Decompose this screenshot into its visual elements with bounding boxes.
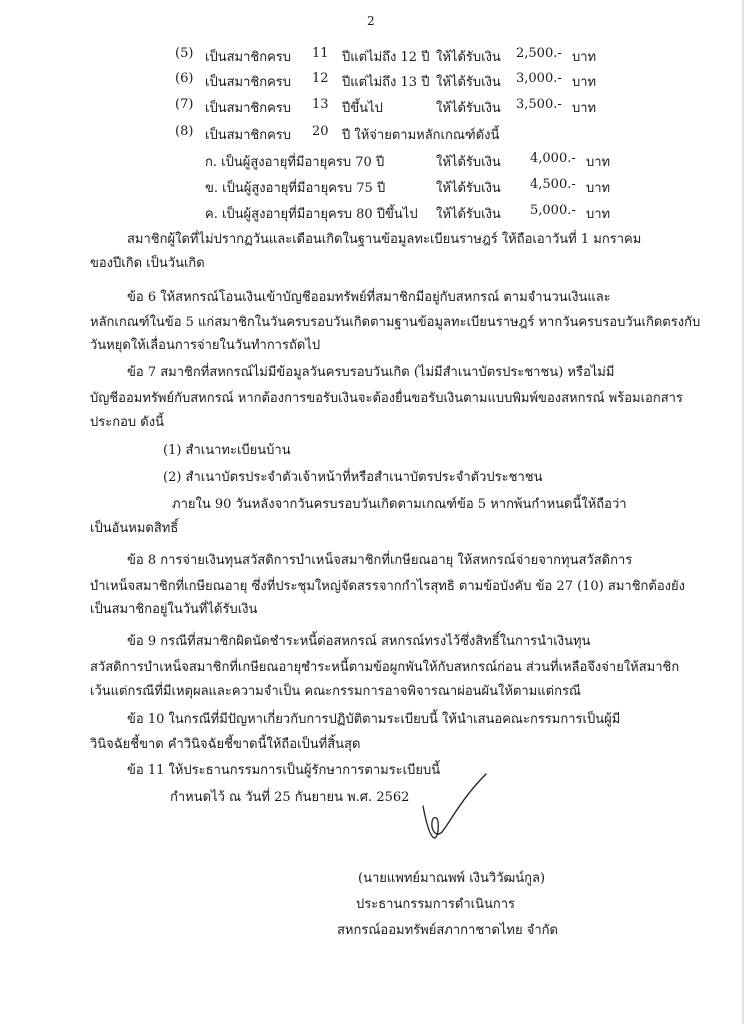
item-condition: ปีขึ้นไป: [342, 101, 383, 116]
item-unit: บาท: [572, 101, 597, 116]
subitem-amount: 4,500.-: [530, 177, 576, 192]
item-years: 11: [312, 46, 329, 61]
clause-8-line: ข้อ 8 การจ่ายเงินทุนสวัสดิการบำเหน็จสมาชิกที่เกษียณอายุ ให้สหกรณ์จ่ายจากทุนสวัสดิการ: [127, 553, 633, 568]
item-condition: ปี ให้จ่ายตามหลักเกณฑ์ดังนี้: [342, 128, 500, 143]
subitem-amount: 4,000.-: [530, 151, 576, 166]
subitem-unit: บาท: [586, 207, 611, 222]
item-amount: 3,000.-: [516, 71, 562, 86]
item-amount: 2,500.-: [516, 46, 562, 61]
clause-8-line: เป็นสมาชิกอยู่ในวันที่ได้รับเงิน: [90, 602, 258, 617]
item-label: เป็นสมาชิกครบ: [205, 75, 292, 90]
item-years: 12: [312, 71, 329, 86]
date-line: กำหนดไว้ ณ วันที่ 25 กันยายน พ.ศ. 2562: [170, 790, 410, 805]
document-item: (2) สำเนาบัตรประจำตัวเจ้าหน้าที่หรือสำเนาบัตรประจำตัวประชาชน: [163, 470, 543, 485]
clause-8-line: บำเหน็จสมาชิกที่เกษียณอายุ ซึ่งที่ประชุมใหญ่จัดสรรจากกำไรสุทธิ ตามข้อบังคับ ข้อ 27 (10) สมาชิกต้องยัง: [90, 579, 685, 594]
subitem-unit: บาท: [586, 155, 611, 170]
clause-6-line: ข้อ 6 ให้สหกรณ์โอนเงินเข้าบัญชีออมทรัพย์ที่สมาชิกมีอยู่กับสหกรณ์ ตามจำนวนเงินและ: [127, 290, 611, 305]
deadline-line: เป็นอันหมดสิทธิ์: [90, 521, 179, 536]
item-number: (5): [175, 46, 194, 61]
item-payout-label: ให้ได้รับเงิน: [436, 101, 501, 116]
paragraph-line: ของปีเกิด เป็นวันเกิด: [90, 256, 205, 271]
item-unit: บาท: [572, 50, 597, 65]
item-number: (8): [175, 124, 194, 139]
item-payout-label: ให้ได้รับเงิน: [436, 75, 501, 90]
subitem-text: ก. เป็นผู้สูงอายุที่มีอายุครบ 70 ปี: [205, 155, 385, 170]
subitem-payout-label: ให้ได้รับเงิน: [436, 207, 501, 222]
clause-9-line: เว้นแต่กรณีที่มีเหตุผลและความจำเป็น คณะกรรมการอาจพิจารณาผ่อนผันให้ตามแต่กรณี: [90, 684, 581, 699]
item-number: (7): [175, 97, 194, 112]
item-amount: 3,500.-: [516, 97, 562, 112]
signer-position: ประธานกรรมการดำเนินการ: [356, 897, 516, 912]
item-number: (6): [175, 71, 194, 86]
item-years: 20: [312, 124, 329, 139]
item-payout-label: ให้ได้รับเงิน: [436, 50, 501, 65]
deadline-line: ภายใน 90 วันหลังจากวันครบรอบวันเกิดตามเกณฑ์ข้อ 5 หากพ้นกำหนดนี้ให้ถือว่า: [172, 497, 627, 512]
subitem-payout-label: ให้ได้รับเงิน: [436, 181, 501, 196]
signer-name: (นายแพทย์มาณพพ์ เงินวิวัฒน์กูล): [358, 871, 546, 886]
item-label: เป็นสมาชิกครบ: [205, 101, 292, 116]
clause-7-line: ประกอบ ดังนี้: [90, 415, 164, 430]
item-years: 13: [312, 97, 329, 112]
subitem-text: ค. เป็นผู้สูงอายุที่มีอายุครบ 80 ปีขึ้นไป: [205, 207, 418, 222]
clause-6-line: หลักเกณฑ์ในข้อ 5 แก่สมาชิกในวันครบรอบวันเกิดตามฐานข้อมูลทะเบียนราษฎร์ หากวันครบรอบวันเกิดตรงกับ: [90, 315, 701, 330]
clause-11-line: ข้อ 11 ให้ประธานกรรมการเป็นผู้รักษาการตามระเบียบนี้: [127, 763, 441, 778]
clause-9-line: ข้อ 9 กรณีที่สมาชิกผิดนัดชำระหนี้ต่อสหกรณ์ สหกรณ์ทรงไว้ซึ่งสิทธิ์ในการนำเงินทุน: [127, 634, 591, 649]
subitem-unit: บาท: [586, 181, 611, 196]
paragraph-line: สมาชิกผู้ใดที่ไม่ปรากฏวันและเดือนเกิดในฐานข้อมูลทะเบียนราษฎร์ ให้ถือเอาวันที่ 1 มกราคม: [127, 232, 642, 247]
signature-mark: [420, 772, 490, 852]
item-label: เป็นสมาชิกครบ: [205, 50, 292, 65]
document-item: (1) สำเนาทะเบียนบ้าน: [163, 443, 291, 458]
clause-9-line: สวัสดิการบำเหน็จสมาชิกที่เกษียณอายุชำระหนี้ตามข้อผูกพันให้กับสหกรณ์ก่อน ส่วนที่เหลือจึงจ่ายให้สมาชิก: [90, 660, 680, 675]
subitem-amount: 5,000.-: [530, 203, 576, 218]
item-label: เป็นสมาชิกครบ: [205, 128, 292, 143]
clause-10-line: ข้อ 10 ในกรณีที่มีปัญหาเกี่ยวกับการปฏิบัติตามระเบียบนี้ ให้นำเสนอคณะกรรมการเป็นผู้มี: [127, 712, 621, 727]
clause-7-line: บัญชีออมทรัพย์กับสหกรณ์ หากต้องการขอรับเงินจะต้องยื่นขอรับเงินตามแบบพิมพ์ของสหกรณ์ พร้อมเอกสาร: [90, 391, 683, 406]
signer-organization: สหกรณ์ออมทรัพย์สภากาชาดไทย จำกัด: [337, 923, 558, 938]
clause-10-line: วินิจฉัยชี้ขาด คำวินิจฉัยชี้ขาดนี้ให้ถือเป็นที่สิ้นสุด: [90, 737, 361, 752]
item-condition: ปีแต่ไม่ถึง 12 ปี: [342, 50, 430, 65]
page-number: 2: [367, 14, 375, 28]
item-condition: ปีแต่ไม่ถึง 13 ปี: [342, 75, 430, 90]
item-unit: บาท: [572, 75, 597, 90]
clause-7-line: ข้อ 7 สมาชิกที่สหกรณ์ไม่มีข้อมูลวันครบรอบวันเกิด (ไม่มีสำเนาบัตรประชาชน) หรือไม่มี: [127, 365, 615, 380]
clause-6-line: วันหยุดให้เลื่อนการจ่ายในวันทำการถัดไป: [90, 338, 321, 353]
subitem-payout-label: ให้ได้รับเงิน: [436, 155, 501, 170]
subitem-text: ข. เป็นผู้สูงอายุที่มีอายุครบ 75 ปี: [205, 181, 386, 196]
